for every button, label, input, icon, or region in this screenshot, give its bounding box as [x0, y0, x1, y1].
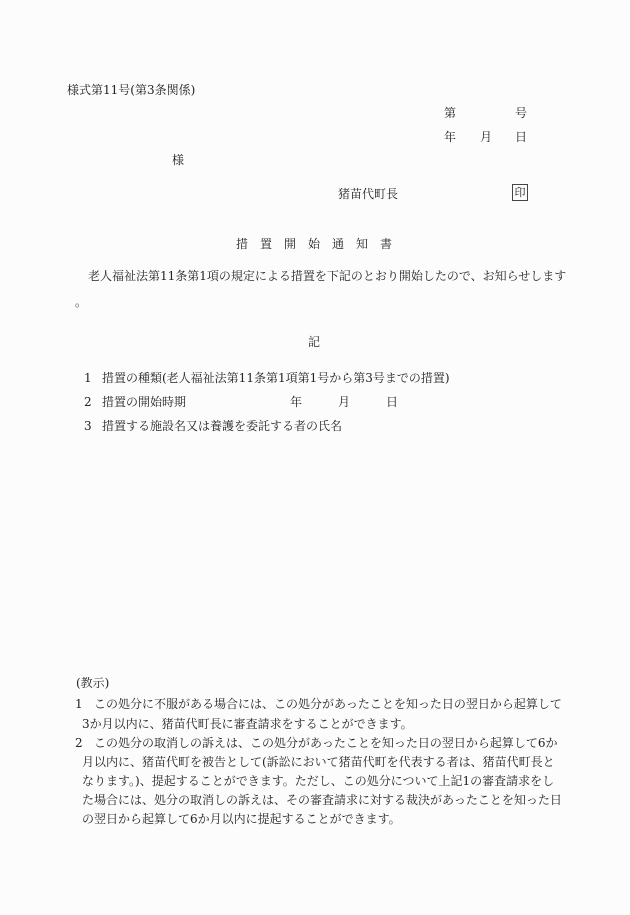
- notice-heading: (教示): [76, 676, 110, 690]
- date-day-label: 日: [515, 130, 528, 144]
- notice-entry-2-line-3: なります。)、提起することができます。ただし、この処分について上記1の審査請求をし: [82, 774, 555, 788]
- notice-entry-1-line-1: [75, 698, 562, 710]
- addressee-honorific: 様: [172, 153, 185, 167]
- body-text-line-2: 。: [75, 295, 88, 309]
- list-item: [84, 420, 342, 432]
- date-year-label: 年: [444, 130, 457, 144]
- notice-entry-2-line-4: た場合には、処分の取消しの訴えは、その審査請求に対する裁決があったことを知った日: [82, 793, 562, 807]
- start-day-label: 日: [386, 395, 399, 409]
- notice-number: 2: [75, 736, 83, 750]
- issuer-name: 猪苗代町長: [338, 187, 399, 201]
- ki-heading: 記: [308, 335, 321, 349]
- item-label: 措置の種類(老人福祉法第11条第1項第1号から第3号までの措置): [102, 371, 450, 385]
- notice-entry-2-line-2: 月以内に、猪苗代町を被告として(訴訟において猪苗代町を代表する者は、猪苗代町長と: [82, 755, 555, 769]
- document-title: 措置開始通知書: [236, 237, 405, 251]
- notice-entry-2-line-1: [75, 737, 558, 749]
- list-item: [84, 372, 450, 384]
- form-number: 様式第11号(第3条関係): [67, 83, 196, 97]
- document-number-suffix: 号: [515, 106, 528, 120]
- start-month-label: 月: [338, 395, 351, 409]
- notice-text: この処分の取消しの訴えは、この処分があったことを知った日の翌日から起算して6か: [94, 736, 558, 750]
- item-number: 1: [84, 371, 92, 385]
- item-label: 措置の開始時期: [102, 395, 187, 409]
- document-number-prefix: 第: [444, 106, 457, 120]
- list-item: [84, 396, 186, 408]
- body-text-line-1: 老人福祉法第11条第1項の規定による措置を下記のとおり開始したので、お知らせします: [88, 269, 567, 283]
- seal-icon: 印: [512, 184, 528, 201]
- date-month-label: 月: [480, 130, 493, 144]
- notice-number: 1: [75, 697, 83, 711]
- item-number: 3: [84, 419, 92, 433]
- notice-entry-1-line-2: 3か月以内に、猪苗代町長に審査請求をすることができます。: [82, 717, 413, 731]
- notice-text: この処分に不服がある場合には、この処分があったことを知った日の翌日から起算して: [94, 697, 562, 711]
- item-number: 2: [84, 395, 92, 409]
- item-label: 措置する施設名又は養護を委託する者の氏名: [102, 419, 343, 433]
- notice-entry-2-line-5: の翌日から起算して6か月以内に提起することができます。: [82, 812, 401, 826]
- start-year-label: 年: [290, 395, 303, 409]
